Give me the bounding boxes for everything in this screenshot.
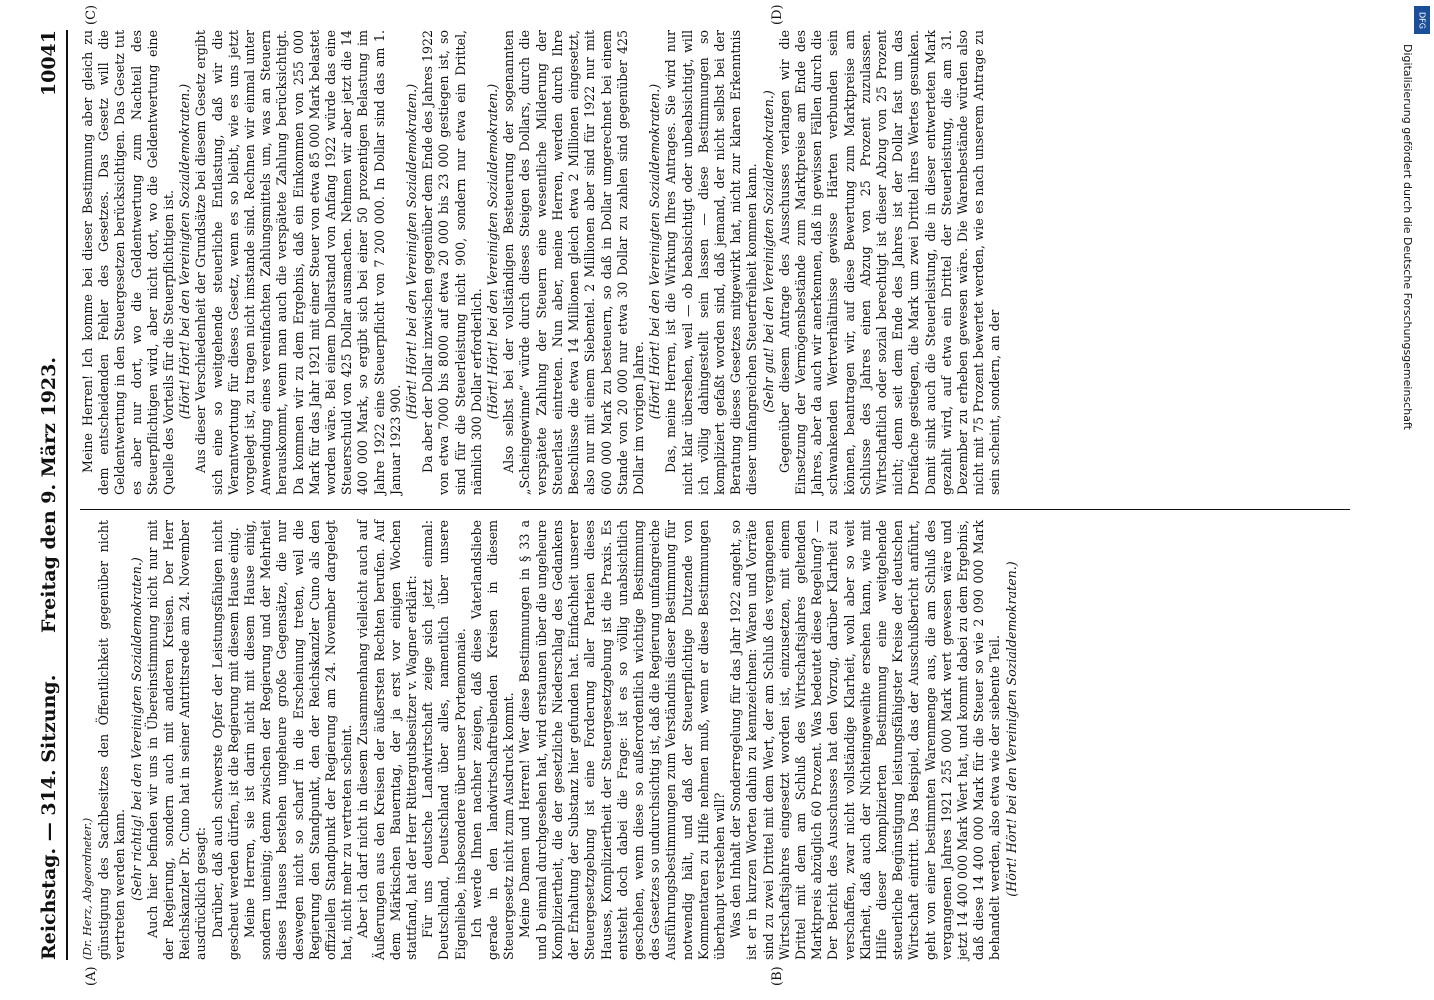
interjection: (Sehr richtig! bei den Vereinigten Sozialdemokraten.) [128, 557, 144, 901]
quote: Für uns deutsche Landwirtschaft zeige sich jetzt einmal: Deutschland, Deutschland über alles, namentlich über unsere Eigenliebe, insbesondere über unser Portemonnaie. [420, 520, 468, 960]
paragraph: Gegenüber diesem Antrage des Ausschusses verlangen wir die Einsetzung der Vermögensbestände zum Marktpreise am Ende des Jahres, aber da auch wir anerkennen, daß in gewissen Fällen durch die schwankenden Wertverhältnisse gewisse Härten verbunden sein können, beantragen wir, auf diese Bewertung zum Marktpreise am Schlusse des Jahres einen Abzug von 25 Prozent zuzulassen. Wirtschaftlich oder sozial berechtigt ist dieser Abzug von 25 Prozent nicht; denn seit dem Ende des Jahres ist der Dollar fast um das Dreifache gestiegen, die Mark um zwei Drittel ihres Wertes gesunken. Damit sinkt auch die Steuerleistung, die in dieser entwerteten Mark gezahlt wird, auf etwa ein Drittel der Steuerleistung, die am 31. Dezember zu erheben gewesen wäre. Die Warenbestände würden also nicht mit 75 Prozent bewertet werden, wie es nach unserem Antrage zu sein scheint, sondern, an der [776, 30, 1003, 495]
margin-marker-d: (D) [770, 4, 785, 25]
margin-marker-a: (A) [84, 966, 99, 986]
page-header [32, 30, 68, 960]
digitization-note [1396, 4, 1432, 994]
paragraph: Meine Herren! Ich komme bei dieser Bestimmung aber gleich zu dem entscheidenden Fehler des Gesetzes. Das Gesetz will die Geldentwertung in den Steuergesetzen berücksichtigen. Das Gesetz tut es aber nur dort, wo die Geldentwertung zum Nachteil des Steuerpflichtigen wird, aber nicht dort, wo die Geldentwertung eine Quelle des Vorteils für die Steuerpflichtigen ist. [80, 30, 177, 495]
column-divider [80, 509, 1350, 510]
interjection: (Hört! Hört! bei den Vereinigten Sozialdemokraten.) [404, 83, 420, 420]
interjection: (Hört! Hört! bei den Vereinigten Sozialdemokraten.) [177, 83, 193, 420]
interjection: (Sehr gut! bei den Vereinigten Sozialdemokraten.) [760, 90, 776, 413]
interjection: (Hört! Hört! bei den Vereinigten Sozialdemokraten.) [647, 83, 663, 420]
dfg-logo: DFG [1414, 6, 1430, 34]
paragraph: Ich werde Ihnen nachher zeigen, daß diese Vaterlandsliebe gerade in den landwirtschaftreibenden Kreisen in diesem Steuergesetz nicht zum Ausdruck kommt. [468, 520, 517, 960]
paragraph: Das, meine Herren, ist die Wirkung Ihres Antrages. Sie wird nur nicht klar übersehen, weil — ob beabsichtigt oder unbeabsichtigt, will ich völlig dahingestellt sein lassen — diese Bestimmungen so kompliziert gefaßt worden sind, daß jemand, der nicht selbst bei der Beratung dieses Gesetzes mitgewirkt hat, nicht zur klaren Erkenntnis dieser umfangreichen Steuerfreiheit kommen kann. [663, 30, 760, 495]
interjection: (Hört! Hört! bei den Vereinigten Sozialdemokraten.) [485, 83, 501, 420]
paragraph: Also selbst bei der vollständigen Besteuerung der sogenannten „Scheingewinne“ würde durch dieses Steigen des Dollars, durch die verspätete Zahlung der Steuern eine wesentliche Milderung der Steuerlast eintreten. Nun aber, meine Herren, werden durch Ihre Beschlüsse die etwa 14 Millionen gleich etwa 2 Millionen eingesetzt, also nur mit einem Siebentel. 2 Millionen aber sind für 1922 nur mit 600 000 Mark zu besteuern, so daß in Dollar umgerechnet bei einem Stande von 20 000 nur etwa 30 Dollar zu zahlen sind gegenüber 425 Dollar im vorigen Jahre. [501, 30, 646, 495]
header-session: Reichstag. — 314. Sitzung. [38, 674, 60, 960]
paragraph: Meine Damen und Herren! Wer diese Bestimmungen in § 33 a und b einmal durchgesehen hat, wird erstaunen über die ungeheure Kompliziertheit, die der gesetzliche Niederschlag des Gedankens der Erhaltung der Substanz hier gefunden hat. Einfachheit unserer Steuergesetzgebung ist eine Forderung aller Parteien dieses Hauses, Kompliziertheit der Steuergesetzgebung ist die Praxis. Es entsteht doch dabei die Frage: ist es so völlig unabsichtlich geschehen, wenn diese so außerordentlich wichtige Bestimmung des Gesetzes so undurchsichtig ist, daß die Regierung umfangreiche Ausführungsbestimmungen zum Verständnis dieser Bestimmung für notwendig hält, und daß der Steuerpflichtige Dutzende von Kommentaren zu Hilfe nehmen muß, wenn er diese Bestimmungen überhaupt verstehen will? [517, 520, 727, 960]
left-column [80, 520, 1020, 960]
margin-marker-b: (B) [770, 966, 785, 986]
right-column [80, 30, 1004, 495]
paragraph: günstigung des Sachbesitzes den Öffentlichkeit gegenüber nicht vertreten werden kann. [96, 520, 128, 960]
speaker-label: (Dr. Herz, Abgeordneter.) [81, 817, 94, 960]
margin-marker-c: (C) [84, 4, 99, 25]
page-number: 10041 [38, 30, 60, 97]
quote: Darüber, daß auch schwerste Opfer der Leistungsfähigen nicht gescheut werden dürfen, ist die Regierung mit diesem Hause einig. [209, 520, 241, 960]
header-date: Freitag den 9. März 1923. [38, 357, 60, 633]
paragraph: Was den Inhalt der Sonderregelung für das Jahr 1922 angeht, so ist er in kurzen Worten dahin zu kennzeichnen: Waren und Vorräte sind zu zwei Drittel mit dem Wert, der am Schluß des vergangenen Wirtschaftsjahres eingesetzt worden ist, einzusetzen, mit einem Drittel mit dem am Schluß des Wirtschaftsjahres geltenden Marktpreis abzüglich 60 Prozent. Was bedeutet diese Regelung? — Der Bericht des Ausschusses hat den Vorzug, darüber Klarheit zu verschaffen, zwar nicht vollständige Klarheit, wohl aber so weit Klarheit, daß auch der Nichteingeweihte ersehen kann, wie mit Hilfe dieser komplizierten Bestimmung eine weitgehende steuerliche Begünstigung leistungsfähigster Kreise der deutschen Wirtschaft eintritt. Das Beispiel, das der Ausschußbericht anführt, geht von einer bestimmten Warenmenge aus, die am Schluß des vergangenen Jahres 1921 255 000 Mark wert gewesen wäre und jetzt 14 400 000 Mark Wert hat, und kommt dabei zu dem Ergebnis, daß diese 14 400 000 Mark für die Steuer so wie 2 090 000 Mark behandelt werden, also etwa wie der siebente Teil. [728, 520, 1003, 960]
paragraph: Meine Herren, sie ist darin nicht mit diesem Hause einig, sondern uneinig; denn zwischen der Regierung und der Mehrheit dieses Hauses bestehen ungeheure große Gegensätze, die nur deswegen nicht so scharf in die Erscheinung treten, weil die Regierung den Standpunkt, den der Reichskanzler Cuno als den offiziellen Standpunkt der Regierung am 24. November dargelegt hat, nicht mehr zu vertreten scheint. [242, 520, 355, 960]
paragraph: Da aber der Dollar inzwischen gegenüber dem Ende des Jahres 1922 von etwa 7000 bis 8000 auf etwa 20 000 bis 23 000 gestiegen ist, so sind für die Steuerleistung nicht 900, sondern nur etwa ein Drittel, nämlich 300 Dollar erforderlich. [420, 30, 484, 495]
funding-credit: Digitalisierung gefördert durch die Deutsche Forschungsgemeinschaft [1401, 44, 1414, 430]
paragraph: Aber ich darf nicht in diesem Zusammenhang vielleicht auch auf Äußerungen aus den Kreisen der äußersten Rechten berufen. Auf dem Märkischen Bauerntag, der ja erst vor einigen Wochen stattfand, hat der Herr Rittergutsbesitzer v. Wagner erklärt: [355, 520, 420, 960]
paragraph: Aus dieser Verschiedenheit der Grundsätze bei diesem Gesetz ergibt sich eine so weitgehende steuerliche Entlastung, daß wir die Verantwortung für dieses Gesetz, wenn es so bleibt, wie es uns jetzt vorgelegt ist, zu tragen nicht imstande sind. Rechnen wir einmal unter Anwendung eines vereinfachten Zahlungsmittels um, was an Steuern herauskommt, wenn man auch die verspätete Zahlung berücksichtigt. Da kommen wir zu dem Ergebnis, daß ein Einkommen von 255 000 Mark für das Jahr 1921 mit einer Steuer von etwa 85 000 Mark belastet worden wäre. Bei einem Dollarstand von Anfang 1922 würde das eine Steuerschuld von 425 Dollar ausmachen. Nehmen wir aber jetzt die 14 400 000 Mark, so ergibt sich bei einer 50 prozentigen Belastung im Jahre 1922 eine Steuerpflicht von 7 200 000. In Dollar sind das am 1. Januar 1923 900. [193, 30, 403, 495]
interjection: (Hört! Hört! bei den Vereinigten Sozialdemokraten.) [1003, 561, 1019, 897]
paragraph: Auch hier befinden wir uns in Übereinstimmung nicht nur mit der Regierung, sondern auch mit anderen Kreisen. Der Herr Reichskanzler Dr. Cuno hat in seiner Antrittsrede am 24. November ausdrücklich gesagt: [144, 520, 209, 960]
